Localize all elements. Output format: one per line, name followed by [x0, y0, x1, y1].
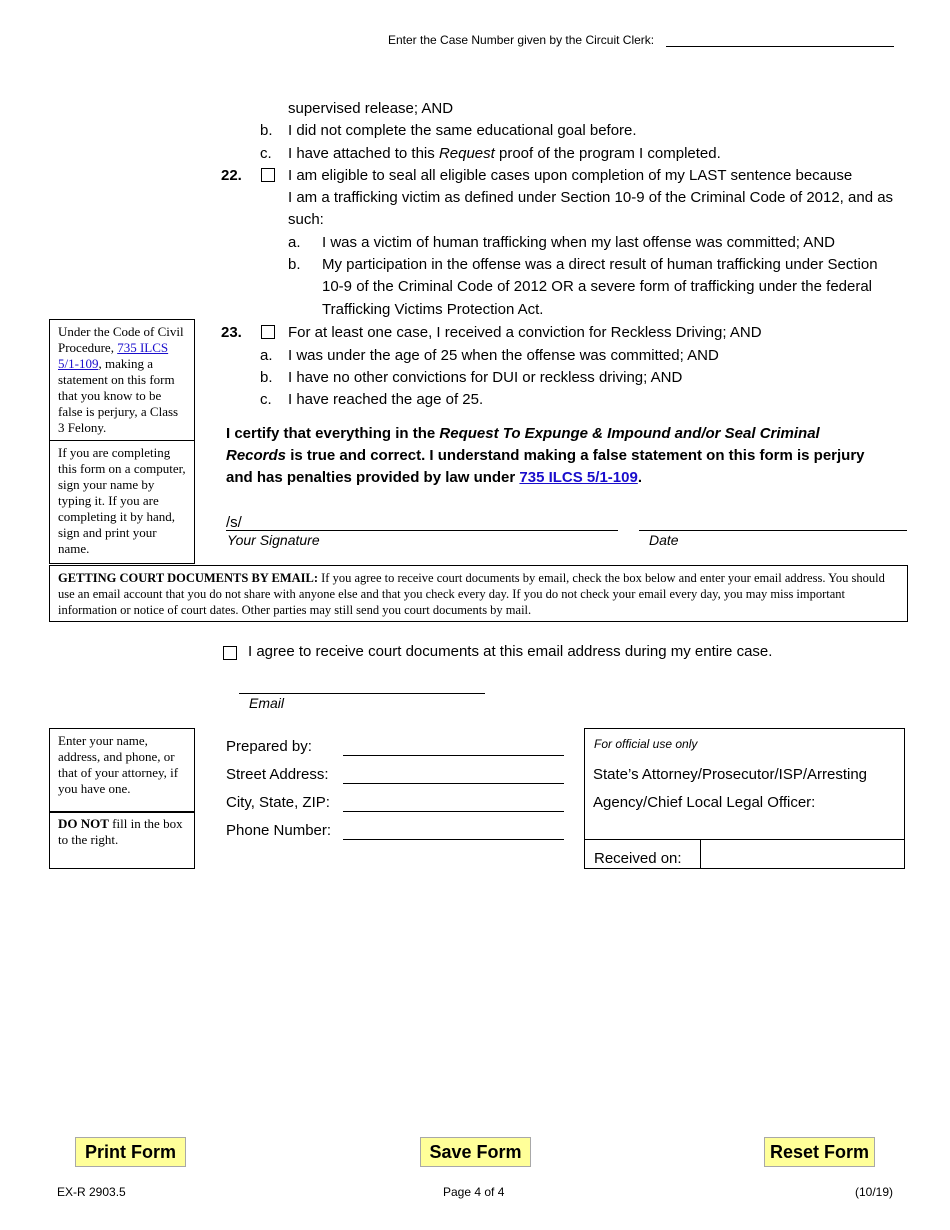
continued-line: supervised release; AND: [288, 100, 454, 117]
phone-number-field[interactable]: [343, 839, 564, 840]
received-divider: [700, 839, 701, 869]
item-c-letter: c.: [260, 145, 272, 162]
item-c-text: I have attached to this Request proof of the program I completed.: [288, 145, 721, 162]
form-id: EX-R 2903.5: [57, 1185, 126, 1199]
email-label: Email: [249, 695, 285, 711]
date-label: Date: [649, 532, 679, 548]
case-number-field[interactable]: [666, 46, 894, 47]
item-b-text: I did not complete the same educational goal before.: [288, 122, 637, 139]
signature-field[interactable]: /s/: [226, 514, 242, 531]
signature-line: [226, 530, 618, 531]
email-notice: GETTING COURT DOCUMENTS BY EMAIL: If you agree to receive court documents by email, check the box below and enter your email address. You should use an email account that you do not share with anyone else and that you check every day. If you do not check your email every day, you may miss important information or notice of court dates. Other parties may still send you court documents by mail.: [49, 565, 908, 622]
perjury-law-link[interactable]: 735 ILCS 5/1-109: [58, 340, 169, 371]
received-on-label: Received on:: [594, 850, 682, 867]
contact-note: Enter your name, address, and phone, or that of your attorney, if you have one.: [49, 728, 195, 813]
item-22a-letter: a.: [288, 234, 301, 251]
item-22-checkbox[interactable]: [261, 168, 275, 182]
perjury-note: Under the Code of Civil Procedure, 735 ILCS 5/1-109, making a statement on this form that you know to be false is perjury, a Class 3 Felony.: [49, 319, 195, 441]
item-22-number: 22.: [221, 167, 242, 184]
item-23c-letter: c.: [260, 391, 272, 408]
case-number-label: Enter the Case Number given by the Circuit Clerk:: [388, 33, 655, 47]
save-form-button[interactable]: Save Form: [420, 1137, 531, 1167]
item-22b-letter: b.: [288, 256, 301, 273]
certification-line1: I certify that everything in the Request To Expunge & Impound and/or Seal Criminal: [226, 425, 820, 442]
certification-line2: Records is true and correct. I understand making a false statement on this form is perjury: [226, 447, 865, 464]
item-22b-line1: My participation in the offense was a direct result of human trafficking under Section: [322, 256, 878, 273]
official-line1: State’s Attorney/Prosecutor/ISP/Arresting: [593, 766, 868, 783]
reset-form-button[interactable]: Reset Form: [764, 1137, 875, 1167]
street-address-label: Street Address:: [226, 766, 329, 783]
received-on-field: [702, 840, 904, 868]
item-22b-line3: Trafficking Victims Protection Act.: [322, 301, 544, 318]
official-line2: Agency/Chief Local Legal Officer:: [593, 794, 816, 811]
street-address-field[interactable]: [343, 783, 564, 784]
item-23a-letter: a.: [260, 347, 273, 364]
signature-note: If you are completing this form on a computer, sign your name by typing it. If you are completing it by hand, sign and print your name.: [49, 440, 195, 564]
email-agree-checkbox[interactable]: [223, 646, 237, 660]
item-22-line2: I am a trafficking victim as defined under Section 10-9 of the Criminal Code of 2012, and as: [288, 189, 894, 206]
official-use-caption: For official use only: [594, 737, 698, 751]
item-22a-text: I was a victim of human trafficking when my last offense was committed; AND: [322, 234, 835, 251]
item-23-text: For at least one case, I received a conviction for Reckless Driving; AND: [288, 324, 762, 341]
item-23a-text: I was under the age of 25 when the offense was committed; AND: [288, 347, 719, 364]
city-state-zip-label: City, State, ZIP:: [226, 794, 330, 811]
signature-label: Your Signature: [227, 532, 320, 548]
item-23-number: 23.: [221, 324, 242, 341]
email-agree-label: I agree to receive court documents at this email address during my entire case.: [248, 643, 773, 660]
item-22b-line2: 10-9 of the Criminal Code of 2012 OR a severe form of trafficking under the federal: [322, 278, 873, 295]
date-field[interactable]: [639, 530, 907, 531]
item-22-line3: such:: [288, 211, 324, 228]
certification-law-link[interactable]: 735 ILCS 5/1-109: [519, 469, 638, 486]
item-23c-text: I have reached the age of 25.: [288, 391, 484, 408]
item-23b-text: I have no other convictions for DUI or reckless driving; AND: [288, 369, 683, 386]
item-23b-letter: b.: [260, 369, 273, 386]
email-field[interactable]: [239, 693, 485, 694]
certification-line3: and has penalties provided by law under 735 ILCS 5/1-109.: [226, 469, 642, 486]
prepared-by-field[interactable]: [343, 755, 564, 756]
item-b-letter: b.: [260, 122, 273, 139]
phone-number-label: Phone Number:: [226, 822, 332, 839]
city-state-zip-field[interactable]: [343, 811, 564, 812]
do-not-note: DO NOT fill in the box to the right.: [49, 811, 195, 869]
item-23-checkbox[interactable]: [261, 325, 275, 339]
page-number: Page 4 of 4: [443, 1185, 505, 1199]
prepared-by-label: Prepared by:: [226, 738, 312, 755]
item-22-line1: I am eligible to seal all eligible cases upon completion of my LAST sentence because: [288, 167, 853, 184]
form-version: (10/19): [855, 1185, 894, 1199]
print-form-button[interactable]: Print Form: [75, 1137, 186, 1167]
